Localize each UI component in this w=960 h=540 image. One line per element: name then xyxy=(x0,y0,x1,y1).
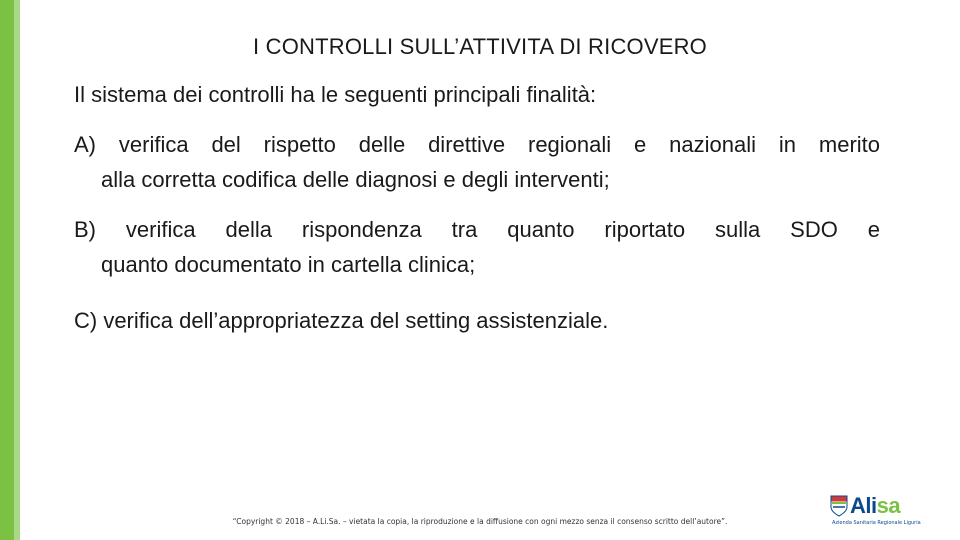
logo-brand-accent: sa xyxy=(876,493,901,518)
accent-bar-inner xyxy=(14,0,20,540)
accent-bar xyxy=(0,0,14,540)
list-item-b-line2: quanto documentato in cartella clinica; xyxy=(101,252,476,277)
logo-brand xyxy=(850,493,900,519)
logo-subtitle: Azienda Sanitaria Regionale Liguria xyxy=(832,520,921,526)
logo-brand-main: Ali xyxy=(850,493,877,518)
list-item-c xyxy=(74,303,880,338)
list-item-c-line1: C) verifica dell’appropriatezza del setting assistenziale. xyxy=(74,308,609,333)
alisa-logo xyxy=(830,493,930,529)
list-item-b-line1: B) verifica della rispondenza tra quanto riportato sulla SDO e xyxy=(74,217,880,242)
list-item-a-line1: A) verifica del rispetto delle direttive regionali e nazionali in merito xyxy=(74,132,880,157)
list-item-a-line2: alla corretta codifica delle diagnosi e degli interventi; xyxy=(101,167,610,192)
list-item-b xyxy=(74,212,880,282)
liguria-shield-icon xyxy=(830,495,848,517)
intro-text: Il sistema dei controlli ha le seguenti principali finalità: xyxy=(74,82,597,107)
list-item-a xyxy=(74,127,880,197)
slide-title: I CONTROLLI SULL’ATTIVITA DI RICOVERO xyxy=(252,34,707,59)
copyright-notice: “Copyright © 2018 – A.Li.Sa. – vietata la copia, la riproduzione e la diffusione con ogni mezzo senza il consenso scritto dell’autore”. xyxy=(232,517,728,526)
